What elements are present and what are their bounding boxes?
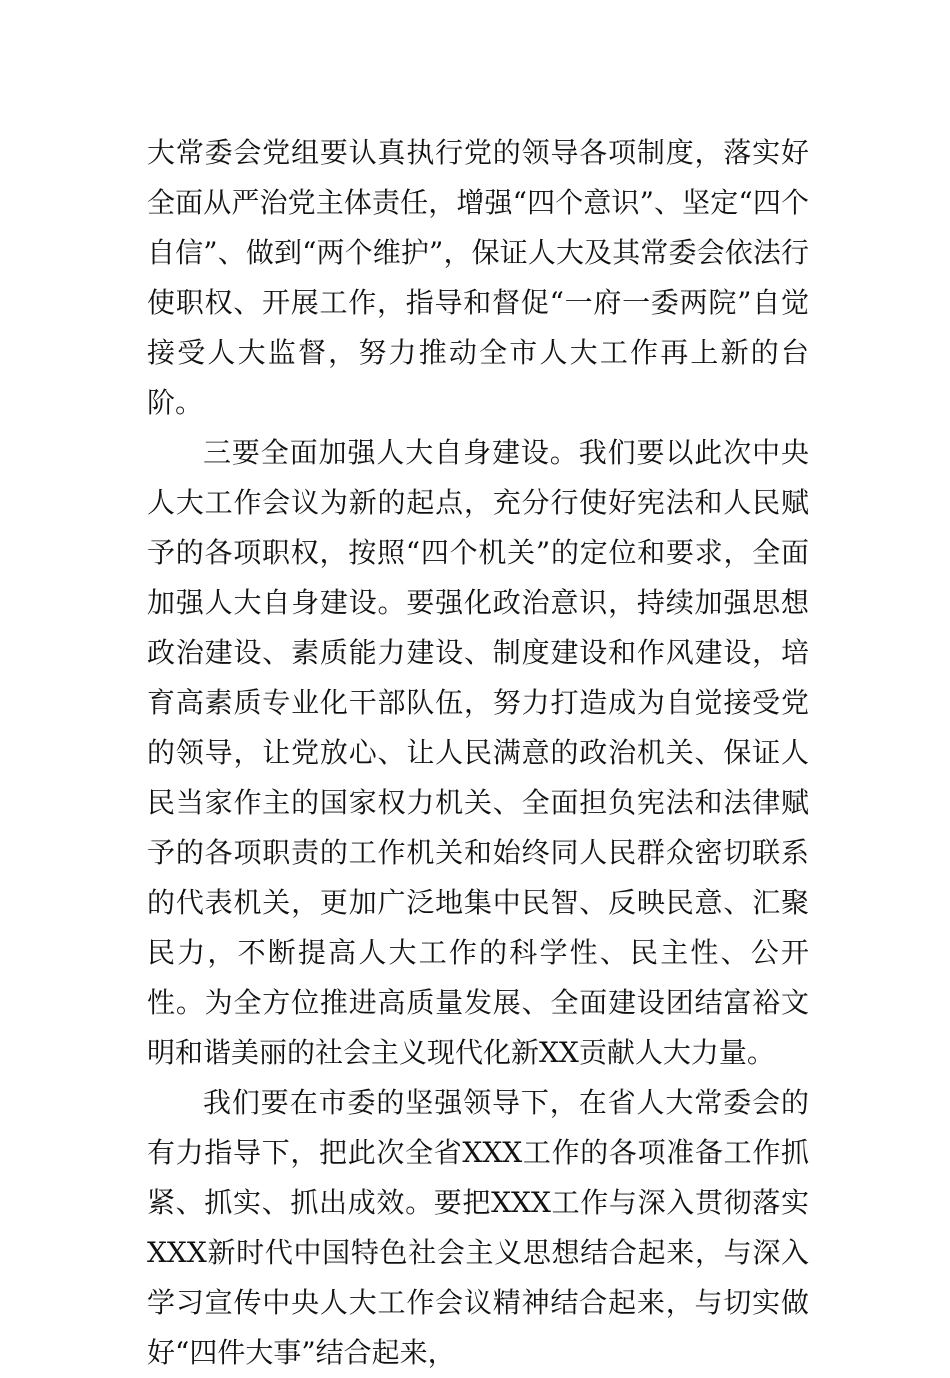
paragraph-preparation-work: 我们要在市委的坚强领导下，在省人大常委会的有力指导下，把此次全省XXX工作的各项准备工作抓紧、抓实、抓出成效。要把XXX工作与深入贯彻落实XXX新时代中国特色社会主义思想结合起来，与深入学习宣传中央人大工作会议精神结合起来，与切实做好“四件大事”结合起来， — [147, 1086, 809, 1369]
paragraph-continuation: 大常委会党组要认真执行党的领导各项制度，落实好全面从严治党主体责任，增强“四个意识”、坚定“四个自信”、做到“两个维护”，保证人大及其常委会依法行使职权、开展工作，指导和督促“一府一委两院”自觉接受人大监督，努力推动全市人大工作再上新的台阶。 — [147, 136, 809, 419]
paragraph-self-building: 三要全面加强人大自身建设。我们要以此次中央人大工作会议为新的起点，充分行使好宪法和人民赋予的各项职权，按照“四个机关”的定位和要求，全面加强人大自身建设。要强化政治意识，持续加强思想政治建设、素质能力建设、制度建设和作风建设，培育高素质专业化干部队伍，努力打造成为自觉接受党的领导，让党放心、让人民满意的政治机关、保证人民当家作主的国家权力机关、全面担负宪法和法律赋予的各项职责的工作机关和始终同人民群众密切联系的代表机关，更加广泛地集中民智、反映民意、汇聚民力，不断提高人大工作的科学性、民主性、公开性。为全方位推进高质量发展、全面建设团结富裕文明和谐美丽的社会主义现代化新XX贡献人大力量。 — [147, 436, 809, 1069]
document-body — [147, 128, 809, 1378]
